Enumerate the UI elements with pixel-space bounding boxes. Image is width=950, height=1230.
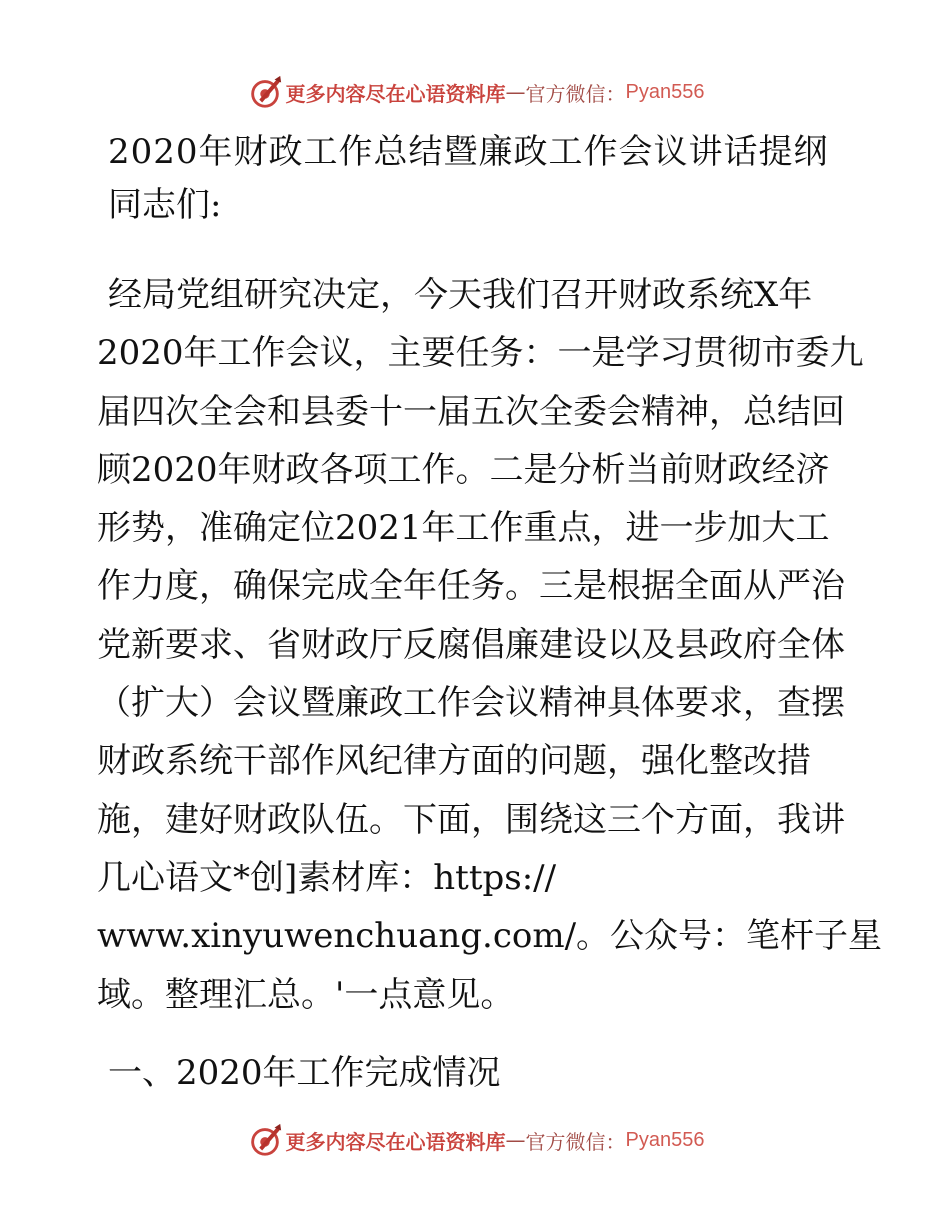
watermark-official: 官方微信： — [525, 81, 626, 106]
section-heading: 一、2020年工作完成情况 — [108, 1053, 501, 1093]
watermark-official: 官方微信： — [525, 1129, 626, 1154]
paragraph-line: 届四次全会和县委十一届五次全委会精神，总结回 — [97, 391, 845, 432]
paragraph-line: www.xinyuwenchuang.com/。公众号：笔杆子星 — [97, 916, 883, 957]
watermark-footer — [0, 1118, 950, 1162]
paragraph-line: 作力度，确保完成全年任务。三是根据全面从严治 — [97, 566, 845, 607]
paragraph-line: 几心语文*创]素材库：https:// — [97, 857, 557, 898]
document-title: 2020年财政工作总结暨廉政工作会议讲话提纲 — [108, 132, 829, 172]
watermark-brand: 更多内容尽在心语资料库 — [285, 81, 506, 106]
paragraph-line: 经局党组研究决定，今天我们召开财政系统X年 — [108, 275, 813, 315]
paragraph-line: 顾2020年财政各项工作。二是分析当前财政经济 — [97, 449, 830, 490]
paragraph-line: 党新要求、省财政厅反腐倡廉建设以及县政府全体 — [97, 624, 845, 665]
body-paragraph — [97, 266, 883, 1024]
paragraph-line: （扩大）会议暨廉政工作会议精神具体要求，查摆 — [97, 683, 845, 724]
paragraph-line: 财政系统干部作风纪律方面的问题，强化整改措 — [97, 741, 811, 782]
greeting: 同志们: — [108, 185, 222, 225]
paragraph-line: 施，建好财政队伍。下面，围绕这三个方面，我讲 — [97, 799, 845, 840]
watermark-brand: 更多内容尽在心语资料库 — [285, 1129, 506, 1154]
quill-pen-logo-icon — [246, 73, 284, 111]
watermark-separator: — — [505, 80, 526, 104]
watermark-header — [0, 70, 950, 114]
watermark-separator: — — [505, 1128, 526, 1152]
paragraph-line: 形势，准确定位2021年工作重点，进一步加大工 — [97, 508, 830, 549]
watermark-wechat-id: Pyan556 — [625, 1128, 705, 1151]
watermark-wechat-id: Pyan556 — [625, 80, 705, 103]
paragraph-line: 2020年工作会议，主要任务：一是学习贯彻市委九 — [97, 333, 864, 374]
quill-pen-logo-icon — [246, 1121, 284, 1159]
paragraph-line: 域。整理汇总。'一点意见。 — [97, 974, 515, 1015]
